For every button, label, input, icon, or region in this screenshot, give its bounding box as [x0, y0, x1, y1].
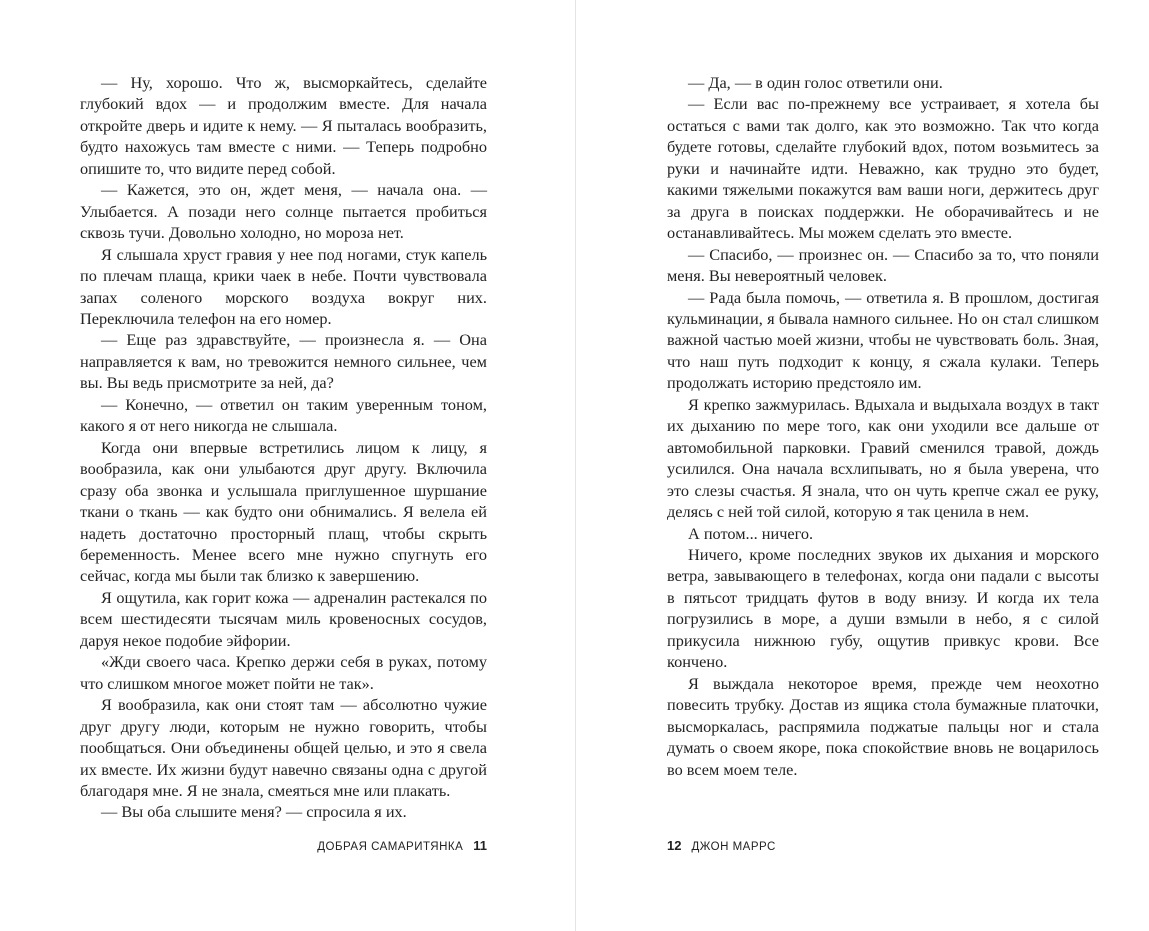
- right-page-text: [667, 72, 1099, 780]
- paragraph: Я вообразила, как они стоят там — абсолютно чужие друг другу люди, которым не нужно говорить, чтобы пообщаться. Они объединены общей целью, и это я свела их вместе. Их жизни будут навечно связаны одна с другой благодаря мне. Я не знала, смеяться мне или плакать.: [80, 695, 487, 800]
- page-footer: [317, 838, 487, 853]
- paragraph: — Рада была помочь, — ответила я. В прошлом, достигая кульминации, я бывала намного сильнее. Но он стал слишком важной частью моей жизни, чтобы не чувствовать боль. Зная, что наш путь подходит к концу, я сжала кулаки. Теперь продолжать историю предстояло им.: [667, 287, 1099, 393]
- paragraph: Я ощутила, как горит кожа — адреналин растекался по всем шестидесяти тысячам миль кровеносных сосудов, даруя некое подобие эйфории.: [80, 587, 487, 650]
- paragraph: Ничего, кроме последних звуков их дыхания и морского ветра, завывающего в телефонах, когда они падали с высоты в пятьсот тридцать футов в воду внизу. И когда их тела погрузились в море, а души взмыли в небо, я с силой прикусила нижнюю губу, ощутив привкус крови. Все кончено.: [667, 544, 1099, 672]
- paragraph: — Ну, хорошо. Что ж, высморкайтесь, сделайте глубокий вдох — и продолжим вместе. Для начала откройте дверь и идите к нему. — Я пыталась вообразить, будто нахожусь там вместе с ними. — Теперь подробно опишите то, что видите перед собой.: [80, 73, 487, 178]
- paragraph: — Да, — в один голос ответили они.: [688, 73, 943, 92]
- paragraph: — Если вас по-прежнему все устраивает, я хотела бы остаться с вами так долго, как это возможно. Так что когда будете готовы, сделайте глубокий вдох, потом возьмитесь за руки и начинайте идти. Неважно, как трудно это будет, какими тяжелыми покажутся вам ваши ноги, держитесь друг за друга в поисках поддержки. Не оборачивайтесь и не останавливайтесь. Мы можем сделать это вместе.: [667, 94, 1099, 243]
- left-page-text: [80, 72, 487, 823]
- page-number: 12: [667, 838, 682, 853]
- paragraph: — Вы оба слышите меня? — спросила я их.: [101, 802, 407, 822]
- page-number: 11: [473, 838, 487, 853]
- paragraph: — Спасибо, — произнес он. — Спасибо за то, что поняли меня. Вы невероятный человек.: [667, 244, 1099, 286]
- paragraph: Когда они впервые встретились лицом к лицу, я вообразила, как они улыбаются друг другу. Включила сразу оба звонка и услышала приглушенное шуршание ткани о ткань — как будто они обнимались. Я велела ей надеть достаточно просторный плащ, чтобы скрыть беременность. Менее всего мне нужно спугнуть его сейчас, когда мы были так близко к завершению.: [80, 437, 487, 586]
- paragraph: — Еще раз здравствуйте, — произнесла я. — Она направляется к вам, но тревожится немного сильнее, чем вы. Вы ведь присмотрите за ней, да?: [80, 330, 487, 393]
- paragraph: — Кажется, это он, ждет меня, — начала она. — Улыбается. А позади него солнце пытается пробиться сквозь тучи. Довольно холодно, но мороза нет.: [80, 180, 487, 243]
- running-title: ДОБРАЯ САМАРИТЯНКА: [317, 841, 464, 853]
- paragraph: А потом... ничего.: [688, 523, 814, 543]
- paragraph: Я слышала хруст гравия у нее под ногами, стук капель по плечам плаща, крики чаек в небе. Почти чувствовала запах соленого морского воздуха вокруг них. Переключила телефон на его номер.: [80, 244, 487, 328]
- running-title: ДЖОН МАРРС: [691, 841, 776, 853]
- right-page: [576, 0, 1149, 931]
- page-footer: [667, 838, 776, 853]
- paragraph: «Жди своего часа. Крепко держи себя в руках, потому что слишком многое может пойти не так».: [80, 652, 487, 693]
- paragraph: Я крепко зажмурилась. Вдыхала и выдыхала воздух в такт их дыханию по мере того, как они уходили все дальше от автомобильной парковки. Гравий сменился травой, дождь усилился. Она начала всхлипывать, но я была уверена, что это слезы счастья. Я знала, что он чуть крепче сжал ее руку, делясь с ней той силой, которую я так ценила в нем.: [667, 394, 1099, 522]
- paragraph: Я выждала некоторое время, прежде чем неохотно повесить трубку. Достав из ящика стола бумажные платочки, высморкалась, распрямила поджатые пальцы ног и стала думать о своем якоре, пока спокойствие вновь не воцарилось во всем моем теле.: [667, 673, 1099, 779]
- paragraph: — Конечно, — ответил он таким уверенным тоном, какого я от него никогда не слышала.: [80, 394, 487, 436]
